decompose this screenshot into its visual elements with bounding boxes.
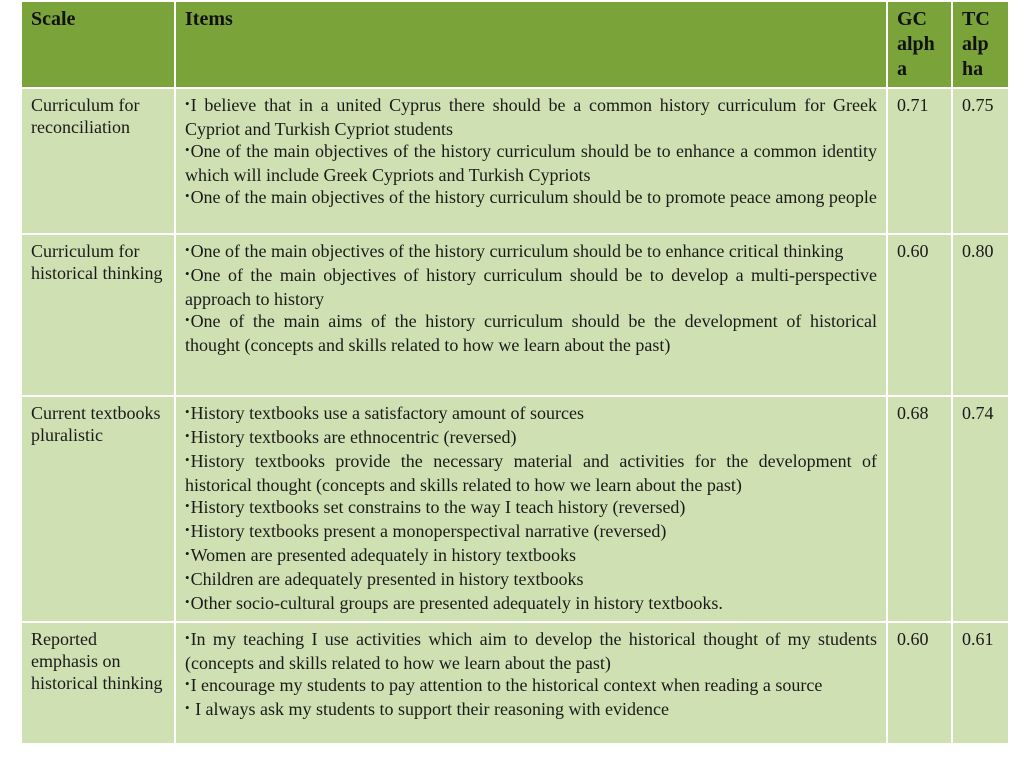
- reliability-table-container: [20, 0, 1008, 745]
- item-list: [185, 628, 877, 722]
- bullet-icon: •: [185, 630, 190, 645]
- table-row: [21, 234, 1009, 396]
- bullet-icon: •: [185, 242, 190, 257]
- list-item: [185, 140, 877, 186]
- item-list: [185, 402, 877, 616]
- list-item: [185, 450, 877, 496]
- bullet-icon: •: [185, 452, 190, 467]
- item-text: In my teaching I use activities which aim to develop the historical thought of my students (concepts and skills related to how we learn about the past): [185, 629, 877, 673]
- gc-alpha-cell: 0.60: [887, 234, 952, 396]
- items-cell: [175, 88, 887, 234]
- bullet-icon: •: [185, 700, 190, 715]
- list-item: [185, 628, 877, 674]
- item-text: One of the main objectives of the history curriculum should be to enhance critical thinking: [190, 241, 844, 261]
- items-cell: [175, 622, 887, 744]
- list-item: [185, 402, 877, 426]
- list-item: [185, 544, 877, 568]
- list-item: [185, 496, 877, 520]
- list-item: [185, 240, 877, 264]
- item-text: One of the main objectives of the history curriculum should be to enhance a common identity which will include Greek Cypriots and Turkish Cypriots: [185, 141, 877, 185]
- tc-alpha-cell: 0.80: [952, 234, 1009, 396]
- items-cell: [175, 396, 887, 622]
- bullet-icon: •: [185, 676, 190, 691]
- table-row: [21, 396, 1009, 622]
- tc-alpha-cell: 0.75: [952, 88, 1009, 234]
- tc-alpha-cell: 0.61: [952, 622, 1009, 744]
- bullet-icon: •: [185, 546, 190, 561]
- header-items: Items: [175, 1, 887, 88]
- list-item: [185, 568, 877, 592]
- header-gc-alpha: GC alph a: [887, 1, 952, 88]
- table-row: [21, 622, 1009, 744]
- bullet-icon: •: [185, 570, 190, 585]
- list-item: [185, 426, 877, 450]
- tc-alpha-cell: 0.74: [952, 396, 1009, 622]
- items-cell: [175, 234, 887, 396]
- item-text: History textbooks provide the necessary material and activities for the development of historical thought (concepts and skills related to how we learn about the past): [185, 451, 877, 495]
- bullet-icon: •: [185, 142, 190, 157]
- list-item: [185, 674, 877, 698]
- bullet-icon: •: [185, 594, 190, 609]
- item-text: History textbooks use a satisfactory amount of sources: [190, 403, 584, 423]
- gc-alpha-cell: 0.68: [887, 396, 952, 622]
- list-item: [185, 264, 877, 310]
- bullet-icon: •: [185, 498, 190, 513]
- bullet-icon: •: [185, 266, 190, 281]
- reliability-table: [20, 0, 1010, 745]
- table-row: [21, 88, 1009, 234]
- header-tc-alpha: TC alp ha: [952, 1, 1009, 88]
- bullet-icon: •: [185, 404, 190, 419]
- item-list: [185, 94, 877, 210]
- bullet-icon: •: [185, 312, 190, 327]
- bullet-icon: •: [185, 522, 190, 537]
- item-text: Children are adequately presented in history textbooks: [190, 569, 584, 589]
- item-text: History textbooks set constrains to the way I teach history (reversed): [190, 497, 686, 517]
- bullet-icon: •: [185, 428, 190, 443]
- item-text: History textbooks present a monoperspectival narrative (reversed): [190, 521, 667, 541]
- item-text: Women are presented adequately in history textbooks: [190, 545, 576, 565]
- item-list: [185, 240, 877, 356]
- table-header-row: [21, 1, 1009, 88]
- scale-cell: Reported emphasis on historical thinking: [21, 622, 175, 744]
- gc-alpha-cell: 0.71: [887, 88, 952, 234]
- scale-cell: Current textbooks pluralistic: [21, 396, 175, 622]
- item-text: One of the main objectives of the history curriculum should be to promote peace among people: [190, 187, 877, 207]
- item-text: I always ask my students to support their reasoning with evidence: [190, 699, 669, 719]
- list-item: [185, 186, 877, 210]
- item-text: One of the main objectives of history curriculum should be to develop a multi-perspective approach to history: [185, 265, 877, 309]
- bullet-icon: •: [185, 96, 190, 111]
- gc-alpha-cell: 0.60: [887, 622, 952, 744]
- item-text: I believe that in a united Cyprus there should be a common history curriculum for Greek Cypriot and Turkish Cypriot students: [185, 95, 877, 139]
- item-text: Other socio-cultural groups are presented adequately in history textbooks.: [190, 593, 723, 613]
- header-scale: Scale: [21, 1, 175, 88]
- list-item: [185, 592, 877, 616]
- scale-cell: Curriculum for reconciliation: [21, 88, 175, 234]
- item-text: History textbooks are ethnocentric (reversed): [190, 427, 517, 447]
- list-item: [185, 310, 877, 356]
- bullet-icon: •: [185, 188, 190, 203]
- list-item: [185, 94, 877, 140]
- list-item: [185, 698, 877, 722]
- item-text: I encourage my students to pay attention to the historical context when reading a source: [190, 675, 823, 695]
- scale-cell: Curriculum for historical thinking: [21, 234, 175, 396]
- list-item: [185, 520, 877, 544]
- item-text: One of the main aims of the history curriculum should be the development of historical thought (concepts and skills related to how we learn about the past): [185, 311, 877, 355]
